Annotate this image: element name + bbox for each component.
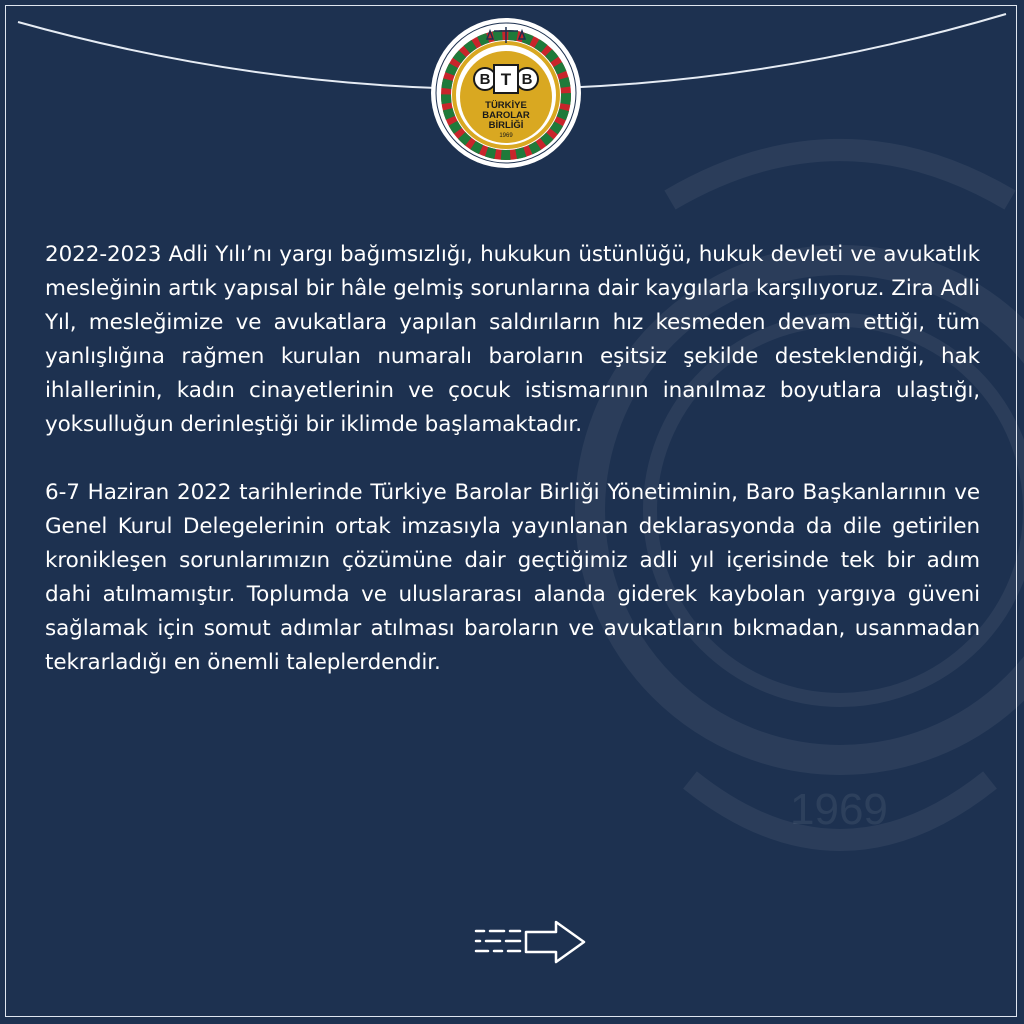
- logo-year: 1969: [499, 133, 513, 139]
- svg-text:T: T: [500, 70, 512, 89]
- arrow-right-icon[interactable]: [470, 917, 590, 967]
- logo-org-line3: BİRLİĞİ: [488, 120, 524, 131]
- watermark-year: 1969: [790, 785, 888, 834]
- paragraph-1: 2022-2023 Adli Yılı’nı yargı bağımsızlığı, hukukun üstünlüğü, hukuk devleti ve avukatlık mesleğinin artık yapısal bir hâle gelmiş sorunlarına dair kaygılarla karşılıyoruz. Zira Adli Yıl, mesleğimize ve avukatlara yapılan saldırıların hız kesmeden devam ettiği, tüm yanlışlığına rağmen kurulan numaralı baroların eşitsiz şekilde desteklendiği, hak ihlallerinin, kadın cinayetlerinin ve çocuk istismarının inanılmaz boyutlara ulaştığı, yoksulluğun derinleştiği bir iklimde başlamaktadır.: [45, 242, 980, 437]
- logo-letters: [474, 65, 538, 93]
- paragraph-2: 6-7 Haziran 2022 tarihlerinde Türkiye Barolar Birliği Yönetiminin, Baro Başkanlarının ve Genel Kurul Delegelerinin ortak imzasıyla yayınlanan deklarasyonda da dile getirilen kronikleşen sorunlarımızın çözümüne dair geçtiğimiz adli yıl içerisinde tek bir adım dahi atılmamıştır. Toplumda ve uluslararası alanda giderek kaybolan yargıya güveni sağlamak için somut adımlar atılması baroların ve avukatların bıkmadan, usanmadan tekrarladığı en önemli taleplerdendir.: [45, 480, 980, 675]
- svg-text:B: B: [479, 71, 491, 88]
- logo-org-line1: TÜRKİYE: [485, 100, 527, 111]
- logo-org-line2: BAROLAR: [482, 110, 530, 121]
- svg-text:B: B: [521, 71, 533, 88]
- statement-body: [45, 238, 980, 714]
- tbb-logo: [430, 17, 582, 169]
